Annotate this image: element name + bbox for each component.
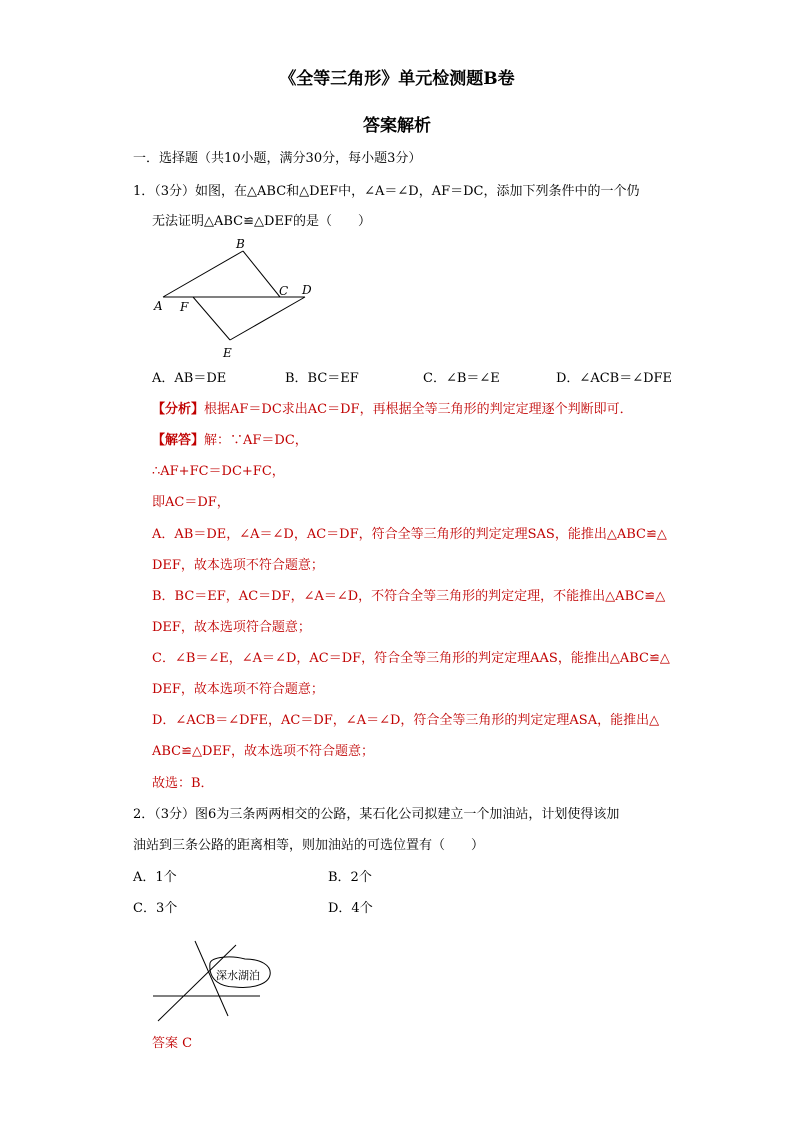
q1-answer: 故选：B． (152, 776, 214, 791)
analysis-text: 根据AF＝DC求出AC＝DF，再根据全等三角形的判定定理逐个判断即可． (204, 402, 633, 417)
solution-text: 解：∵AF＝DC， (204, 433, 308, 448)
q1-option-b: B．BC＝EF (285, 371, 359, 386)
road-left-diagonal (158, 945, 236, 1021)
label-a: A (154, 299, 163, 313)
q1-explain-b1: B．BC＝EF，AC＝DF，∠A＝∠D，不符合全等三角形的判定定理，不能推出△ABC≌△ (152, 589, 666, 604)
analysis-tag: 【分析】 (152, 402, 205, 417)
q1-explain-d2: ABC≌△DEF，故本选项不符合题意； (152, 744, 374, 759)
page-subtitle: 答案解析 (363, 116, 431, 136)
segment-ed (230, 297, 305, 340)
q1-explain-c2: DEF，故本选项不符合题意； (152, 682, 324, 697)
segment-fe (193, 297, 230, 340)
q2-answer: 答案 C (152, 1036, 193, 1051)
label-d: D (302, 283, 312, 297)
q1-option-a: A．AB＝DE (152, 371, 227, 386)
label-c: C (279, 284, 289, 298)
segment-ab (163, 251, 243, 297)
label-b: B (236, 237, 245, 251)
q1-explain-a1: A．AB＝DE，∠A＝∠D，AC＝DF，符合全等三角形的判定定理SAS，能推出△ABC≌△ (152, 527, 667, 542)
section-heading: 一．选择题（共10小题，满分30分，每小题3分） (133, 151, 422, 166)
segment-bc (243, 251, 280, 297)
q1-option-d: D．∠ACB＝∠DFE (556, 371, 673, 386)
q1-option-c: C．∠B＝∠E (423, 371, 500, 386)
lake-label: 深水湖泊 (216, 969, 260, 982)
q1-explain-a2: DEF，故本选项不符合题意； (152, 558, 324, 573)
q2-stem-line1: 2．（3分）图6为三条两两相交的公路，某石化公司拟建立一个加油站，计划使得该加 (133, 807, 620, 822)
q2-option-a: A．1个 (133, 870, 177, 885)
q2-roads-figure (150, 935, 280, 1025)
q1-step-1: ∴AF+FC＝DC+FC， (152, 464, 285, 479)
label-f: F (180, 300, 189, 314)
q2-option-c: C．3个 (133, 901, 178, 916)
page-title: 《全等三角形》单元检测题B卷 (279, 69, 515, 89)
label-e: E (223, 346, 232, 360)
q1-analysis (152, 401, 633, 419)
q1-step-2: 即AC＝DF， (152, 495, 230, 510)
solution-tag: 【解答】 (152, 433, 205, 448)
q1-solution (152, 432, 308, 450)
q2-option-b: B．2个 (328, 870, 372, 885)
q1-triangle-figure (150, 235, 330, 365)
q2-option-d: D．4个 (328, 901, 373, 916)
q1-stem-line2: 无法证明△ABC≌△DEF的是（ ） (152, 214, 371, 229)
q2-stem-line2: 油站到三条公路的距离相等，则加油站的可选位置有（ ） (133, 838, 485, 853)
q1-explain-d1: D．∠ACB＝∠DFE，AC＝DF，∠A＝∠D，符合全等三角形的判定定理ASA，能推出△ (152, 713, 660, 728)
q1-explain-c1: C．∠B＝∠E，∠A＝∠D，AC＝DF，符合全等三角形的判定定理AAS，能推出△ABC≌△ (152, 651, 670, 666)
q1-explain-b2: DEF，故本选项符合题意； (152, 620, 311, 635)
q1-stem-line1: 1．（3分）如图，在△ABC和△DEF中，∠A＝∠D，AF＝DC，添加下列条件中的一个仍 (133, 184, 640, 199)
